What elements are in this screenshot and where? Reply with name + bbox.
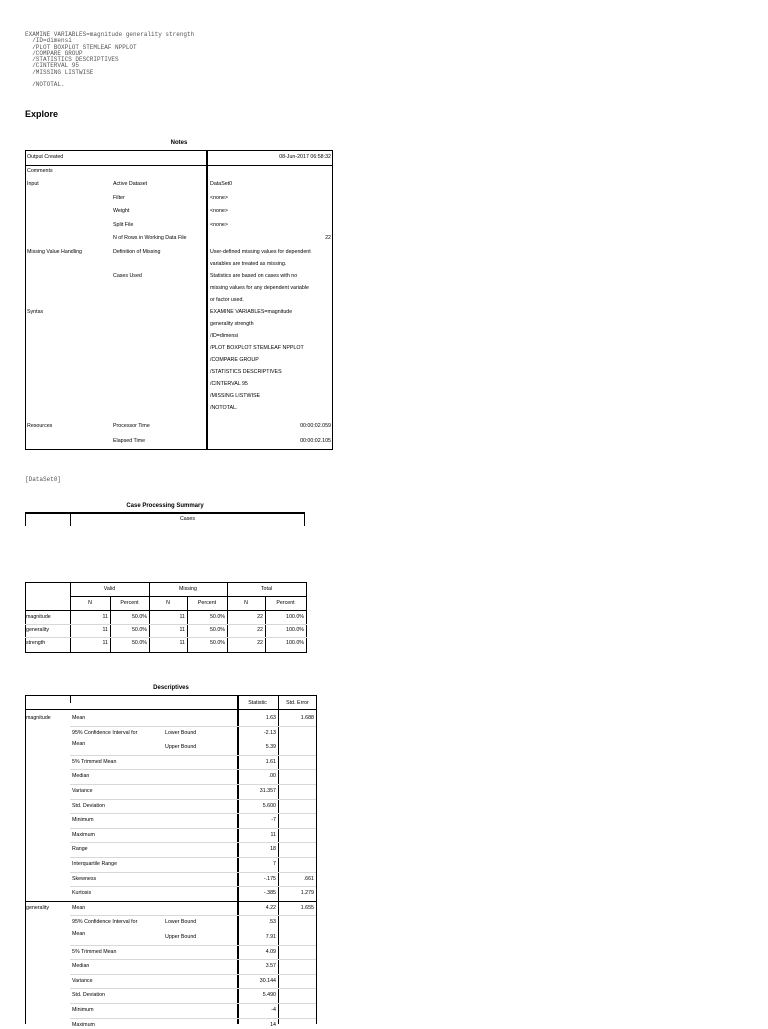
syntax-line: /COMPARE GROUP [210,357,259,363]
cps-group-header: Missing [179,586,197,592]
cps-group-header: Total [260,586,273,592]
desc-statistic: .00 [268,773,276,779]
processor-time-label: Processor Time [113,423,150,429]
cps-cell: 11 [179,614,185,620]
syntax-label: Syntax [27,309,44,315]
definition-line: variables are treated as missing. [210,261,287,267]
processor-time-value: 00:00:02.059 [300,423,331,429]
cps-cell: 11 [179,627,185,633]
std-error-header: Std. Error [286,700,309,706]
desc-statistic: 5.600 [262,803,276,809]
desc-statistic: 5.490 [262,992,276,998]
resources-label: Resources [27,423,53,429]
desc-stat-label: Mean [72,715,86,721]
desc-statistic: 4.22 [265,905,276,911]
desc-stat-label: Range [72,846,88,852]
cps-row-label: strength [26,640,46,646]
cps-cell: 22 [257,627,263,633]
cps-cell: 50.0% [131,627,147,633]
desc-stat-label: Median [72,773,90,779]
active-dataset-label: Active Dataset [113,181,148,187]
cps-cell: 11 [102,627,108,633]
split-file-label: Split File [113,222,134,228]
desc-statistic: -4 [271,1007,276,1013]
cps-subheader: N [166,600,170,606]
syntax-line: /ID=dimensi [210,333,239,339]
missing-handling-label: Missing Value Handling [27,249,82,255]
desc-statistic: 18 [270,846,276,852]
n-rows-label: N of Rows in Working Data File [113,235,187,241]
desc-sub-label: Lower Bound [165,730,197,736]
desc-std-error: 1.279 [300,890,314,896]
desc-statistic: 4.09 [265,949,276,955]
split-file-value: <none> [210,222,228,228]
desc-stat-label: Maximum [72,832,95,838]
desc-std-error: 1.655 [300,905,314,911]
cases-used-label: Cases Used [113,273,142,279]
desc-statistic: 30.144 [259,978,276,984]
syntax-line: /STATISTICS DESCRIPTIVES [210,369,282,375]
dataset-note: [DataSet0] [25,476,62,483]
desc-stat-label: Minimum [72,1007,94,1013]
desc-statistic: 5.39 [265,744,276,750]
cps-cell: 100.0% [286,640,304,646]
notes-table [25,150,333,450]
desc-group-label: generality [26,904,49,911]
desc-stat-label: Kurtosis [72,890,92,896]
desc-stat-label: Variance [72,788,93,794]
desc-statistic: 3.57 [265,963,276,969]
desc-stat-label: 5% Trimmed Mean [72,949,117,955]
desc-stat-label: Std. Deviation [72,992,105,998]
input-label: Input [27,181,39,187]
cps-title: Case Processing Summary [126,503,204,509]
elapsed-time-label: Elapsed Time [113,438,146,444]
syntax-line: EXAMINE VARIABLES=magnitude [210,309,293,315]
desc-group-label: magnitude [26,715,51,721]
desc-stat-label: Median [72,963,90,969]
desc-statistic: 31.357 [259,788,276,794]
desc-statistic: -.175 [263,876,276,882]
cases-label: Cases [179,516,195,522]
descriptives-table [25,695,317,1028]
desc-statistic: .53 [268,919,276,925]
cases-used-line: or factor used. [210,297,244,303]
explore-heading: Explore [25,109,59,119]
syntax-line: generality strength [210,321,254,327]
descriptives-title: Descriptives [153,685,189,691]
desc-std-error: .661 [303,876,314,882]
desc-stat-label: 95% Confidence Interval for [72,919,138,925]
comments-label: Comments [27,168,53,174]
desc-sub-label: Lower Bound [165,919,197,925]
desc-statistic: 7.91 [265,934,276,940]
cps-cell: 50.0% [209,627,225,633]
desc-stat-label: Maximum [72,1022,95,1028]
cps-cell: 11 [102,640,108,646]
weight-value: <none> [210,208,228,214]
desc-stat-label: Std. Deviation [72,803,105,809]
desc-std-error: 1.688 [300,715,314,721]
active-dataset-value: DataSet0 [210,181,233,187]
cps-cell: 100.0% [286,627,304,633]
filter-label: Filter [113,195,125,201]
output-created-label: Output Created [27,154,64,160]
desc-sub-label: Upper Bound [165,934,197,940]
cps-cell: 50.0% [131,614,147,620]
desc-stat-label: Mean [72,931,86,937]
desc-statistic: -.385 [263,890,276,896]
statistic-header: Statistic [248,700,267,706]
weight-label: Weight [113,208,130,214]
desc-sub-label: Upper Bound [165,744,197,750]
cps-subheader: N [244,600,248,606]
cps-cell: 100.0% [286,614,304,620]
syntax-line: /CINTERVAL 95 [210,381,248,387]
desc-statistic: 14 [270,1022,276,1028]
desc-statistic: 1.63 [265,715,276,721]
cps-cell: 50.0% [131,640,147,646]
desc-stat-label: Variance [72,978,93,984]
cases-used-line: missing values for any dependent variable [210,285,309,291]
cps-cell: 11 [102,614,108,620]
cases-used-line: Statistics are based on cases with no [210,273,298,279]
cps-group-header: Valid [103,586,116,592]
syntax-block: EXAMINE VARIABLES=magnitude generality strength /ID=dimensi /PLOT BOXPLOT STEMLEAF NPPLOT /COMPARE GROUP /STATISTICS DESCRIPTIVES /CINTERVAL 95 /MISSING LISTWISE /NOTOTAL. [25,31,195,89]
desc-stat-label: Mean [72,741,86,747]
cps-subheader: Percent [197,600,217,606]
cps-cell: 22 [257,640,263,646]
cps-subheader: N [88,600,92,606]
syntax-line: /PLOT BOXPLOT STEMLEAF NPPLOT [210,345,304,351]
desc-stat-label: Skewness [72,876,97,882]
desc-statistic: 1.61 [265,759,276,765]
definition-line: User-defined missing values for dependent [210,249,311,255]
desc-stat-label: 5% Trimmed Mean [72,759,117,765]
syntax-line: /NOTOTAL. [210,405,238,411]
filter-value: <none> [210,195,228,201]
desc-stat-label: 95% Confidence Interval for [72,730,138,736]
cps-cell: 50.0% [209,614,225,620]
cps-cell: 11 [179,640,185,646]
cps-header-fragment [25,512,305,526]
cps-table [25,582,307,653]
cps-cell: 50.0% [209,640,225,646]
cps-subheader: Percent [276,600,295,606]
desc-statistic: 11 [270,832,276,838]
syntax-line: /MISSING LISTWISE [210,393,261,399]
cps-row-label: generality [26,627,49,633]
definition-label: Definition of Missing [113,249,161,255]
cps-row-label: magnitude [26,614,51,620]
n-rows-value: 22 [325,235,331,241]
desc-statistic: -2.13 [263,730,276,736]
desc-statistic: 7 [273,861,276,867]
desc-stat-label: Interquartile Range [72,861,118,867]
desc-stat-label: Minimum [72,817,94,823]
elapsed-time-value: 00:00:02.105 [300,438,331,444]
desc-statistic: -7 [271,817,276,823]
cps-subheader: Percent [120,600,139,606]
notes-title: Notes [170,140,188,146]
output-created-value: 08-Jun-2017 06:58:32 [279,154,331,160]
desc-stat-label: Mean [72,905,86,911]
cps-cell: 22 [257,614,263,620]
